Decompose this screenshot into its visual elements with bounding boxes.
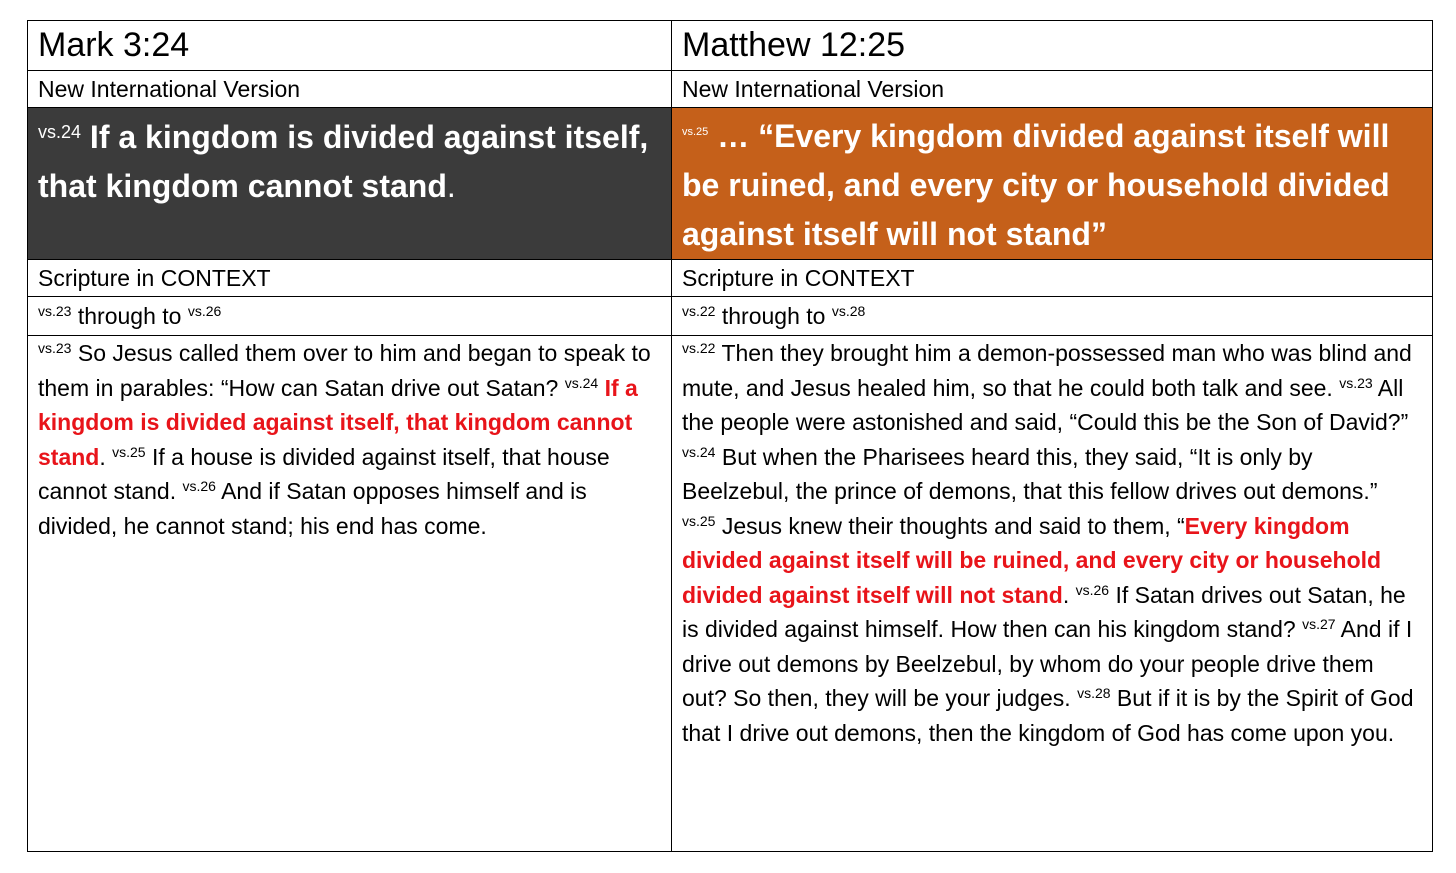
right-v25-label: vs.25: [682, 512, 716, 529]
right-v27-label: vs.27: [1302, 616, 1336, 632]
left-range-to: vs.26: [187, 303, 222, 319]
passage-row: [28, 336, 1433, 852]
right-v28-label: vs.28: [1077, 685, 1111, 701]
left-highlight-end: .: [446, 168, 456, 204]
left-v24-emphasis: If a kingdom is divided against itself, that kingdom cannot stand: [38, 374, 638, 470]
version-row: [28, 71, 1433, 108]
left-version: New International Version: [28, 71, 672, 108]
left-passage: [28, 336, 672, 852]
left-v23-label: vs.23: [38, 340, 72, 356]
left-v23-text: So Jesus called them over to him and began to speak to them in parables: “How can Satan drive out Satan?: [38, 340, 651, 401]
right-paragraph-2: [682, 440, 1422, 509]
right-passage: [672, 336, 1433, 852]
right-range-to: vs.28: [831, 303, 866, 319]
right-v22-label: vs.22: [682, 340, 716, 356]
right-v25-text: Jesus knew their thoughts and said to them, “: [715, 512, 1185, 539]
right-v25-end: .: [1062, 581, 1076, 608]
context-row: [28, 260, 1433, 297]
left-highlight-verse-label: vs.24: [38, 122, 82, 142]
right-paragraph-1: [682, 336, 1422, 440]
right-range: [672, 297, 1433, 336]
right-v24-text: But when the Pharisees heard this, they said, “It is only by Beelzebul, the prince of demons, that this fellow drives out demons.”: [682, 443, 1378, 504]
left-range-from: vs.23: [38, 303, 72, 319]
left-v24-end: .: [99, 443, 113, 470]
right-paragraph-3: [682, 509, 1422, 751]
left-range-through: through to: [71, 303, 188, 329]
left-v26-label: vs.26: [182, 478, 216, 494]
reference-row: [28, 21, 1433, 71]
left-context-label: Scripture in CONTEXT: [28, 260, 672, 297]
range-row: [28, 297, 1433, 336]
right-version: New International Version: [672, 71, 1433, 108]
right-v24-label: vs.24: [682, 443, 716, 460]
left-reference: Mark 3:24: [28, 21, 672, 71]
left-v25-text: If a house is divided against itself, that house cannot stand.: [38, 443, 610, 504]
right-v23-label: vs.23: [1339, 374, 1373, 391]
comparison-table: [27, 20, 1433, 852]
right-context-label: Scripture in CONTEXT: [672, 260, 1433, 297]
right-range-from: vs.22: [682, 303, 716, 319]
right-highlight-text: … “Every kingdom divided against itself will be ruined, and every city or household divided against itself will not stand”: [682, 118, 1390, 252]
left-v26-text: And if Satan opposes himself and is divided, he cannot stand; his end has come.: [38, 478, 587, 539]
right-reference: Matthew 12:25: [672, 21, 1433, 71]
right-range-through: through to: [715, 303, 832, 329]
right-v26-text: If Satan drives out Satan, he is divided against himself. How then can his kingdom stand?: [682, 581, 1406, 642]
right-highlight-verse-label: vs.25: [682, 126, 709, 138]
left-highlight-verse: [28, 108, 672, 260]
right-v26-label: vs.26: [1075, 581, 1110, 598]
left-highlight-text: If a kingdom is divided against itself, that kingdom cannot stand: [38, 119, 649, 204]
right-v22-text: Then they brought him a demon-possessed man who was blind and mute, and Jesus healed him, so that he could both talk and see.: [682, 340, 1412, 401]
right-v27-text: And if I drive out demons by Beelzebul, by whom do your people drive them out? So then, they will be your judges.: [682, 616, 1413, 711]
left-v25-label: vs.25: [112, 443, 146, 460]
right-v28-text: But if it is by the Spirit of God that I drive out demons, then the kingdom of God has come upon you.: [682, 685, 1414, 746]
right-v25-emphasis: Every kingdom divided against itself will be ruined, and every city or household divided against itself will not stand: [682, 512, 1382, 608]
highlight-row: [28, 108, 1433, 260]
left-range: [28, 297, 672, 336]
left-v24-label: vs.24: [564, 374, 599, 391]
right-v23-text: All the people were astonished and said, “Could this be the Son of David?”: [682, 374, 1409, 435]
right-highlight-verse: [672, 108, 1433, 260]
